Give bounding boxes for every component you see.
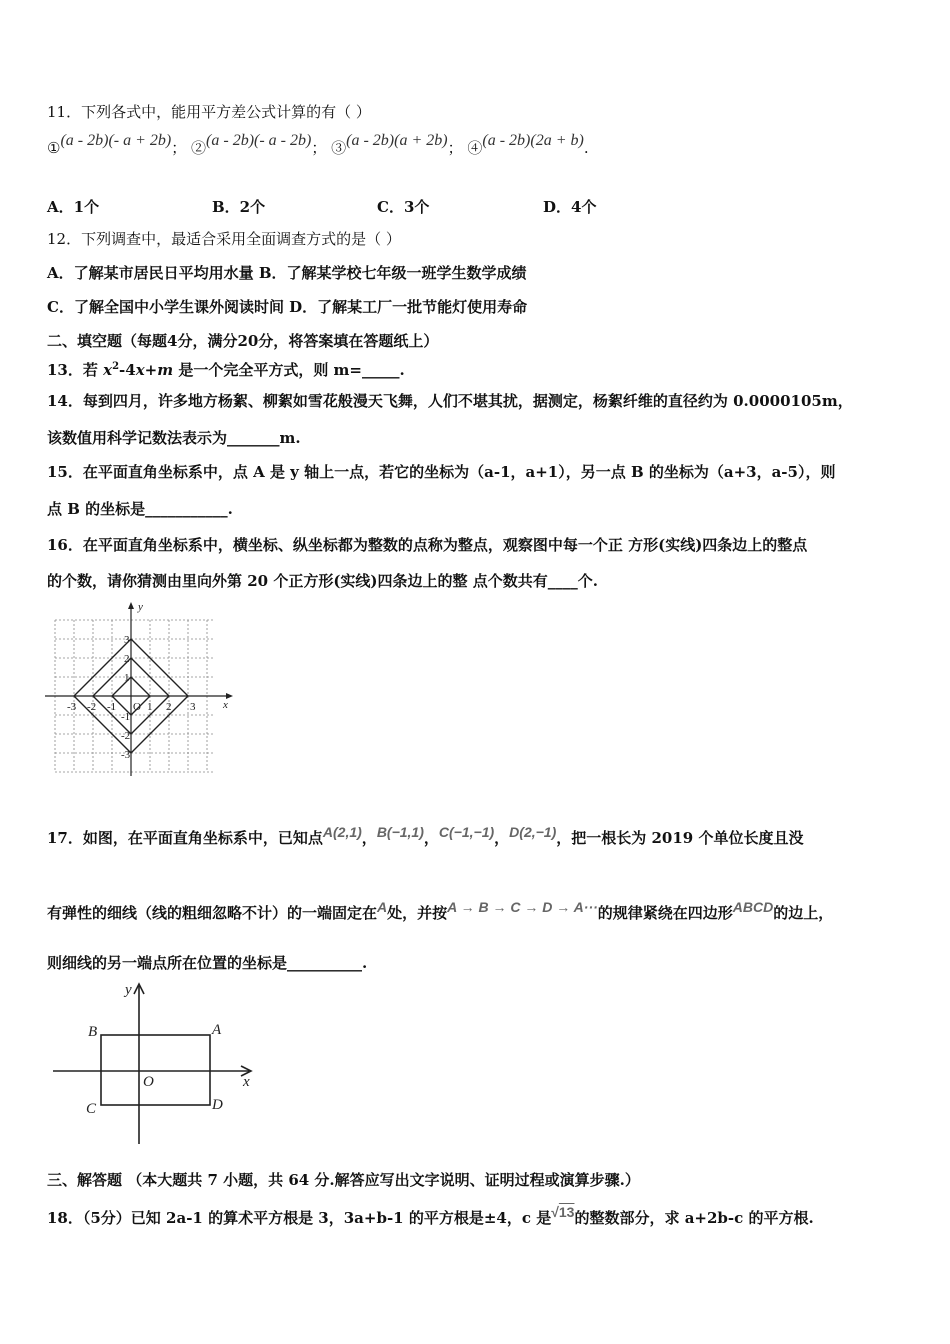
q17-comma: ， [361,829,377,847]
q17-line-2 [47,899,834,923]
fig16-ytick: 3 [124,634,130,646]
q17-point-b: B(−1,1) [376,824,424,840]
q15-line-2: 点 B 的坐标是___________. [47,500,233,518]
q11-item-1-num: ① [47,139,61,157]
q13-mid: -4 [119,361,136,379]
fig17-labels [86,982,250,1117]
fig16-xtick: 3 [190,701,196,713]
q13-x2: x [135,361,145,379]
q17-line2-mid2: 的规律紧绕在四边形 [597,904,733,922]
sqrt-icon: √ [551,1204,559,1220]
fig16-xtick: -3 [67,701,77,713]
q18-sqrt [551,1204,574,1220]
q12-options-cd: C．了解全国中小学生课外阅读时间 D．了解某工厂一批节能灯使用寿命 [47,298,528,316]
q11-sep: ； [447,139,463,157]
axes [45,606,229,776]
q11-option-a: A．1个 [47,198,100,216]
q11-item-2-expr: (a - 2b)(- a - 2b) [206,132,312,149]
q13-m: m [157,361,174,379]
q15-line-1: 15．在平面直角坐标系中，点 A 是 y 轴上一点，若它的坐标为（a-1，a+1），另一点 B 的坐标为（a+3，a-5），则 [47,463,836,481]
q16-figure [45,600,240,778]
q11-item-4-expr: (a - 2b)(2a + b) [482,132,584,149]
q12-options-ab: A．了解某市居民日平均用水量 B．了解某学校七年级一班学生数学成绩 [47,264,527,282]
fig16-ytick: -3 [121,749,131,761]
fig17-y: y [125,982,132,998]
q17-point-a: A(2,1) [322,824,362,840]
q16-line-2: 的个数，请你猜测由里向外第 20 个正方形(实线)四条边上的整 点个数共有____个. [47,572,598,590]
fig16-origin: O [133,701,141,713]
q11-item-2-num: ② [191,139,207,157]
q17-abcd: ABCD [732,899,774,915]
fig16-xtick: -2 [87,701,97,713]
q17-line1-post: ，把一根长为 2019 个单位长度且没 [556,829,804,847]
axis-arrow-y [128,602,134,609]
q13 [47,357,405,380]
section-2-heading: 二、填空题（每题4分，满分20分，将答案填在答题纸上） [47,332,439,350]
fig16-xtick: -1 [107,701,117,713]
fig16-ytick: -2 [121,730,131,742]
fig16-xtick: 1 [147,701,153,713]
q13-plus: + [144,361,158,379]
fig17-a: A [212,1022,222,1038]
q17-line2-pre: 有弹性的细线（线的粗细忽略不计）的一端固定在 [47,904,378,922]
q13-x: x [103,361,113,379]
fig16-axis-y: y [138,601,143,613]
q17-path: A → B → C → D → A··· [447,899,598,915]
q11-items [47,132,589,159]
q11-item-1-expr: (a - 2b)(- a + 2b) [60,132,172,149]
q17-line2-post: 的边上， [773,904,834,922]
fig16-axis-x: x [223,699,228,711]
fig17-b: B [88,1024,98,1040]
q17-comma: ， [423,829,439,847]
fig16-ytick: -1 [121,711,131,723]
q17-line-1 [47,824,804,848]
q13-pre: 13．若 [47,361,104,379]
quadrilateral-abcd [101,1035,210,1105]
fig16-ytick: 1 [124,672,130,684]
q11-sep: ； [171,139,187,157]
q17-point-c: C(−1,−1) [438,824,495,840]
q16-line-1: 16．在平面直角坐标系中，横坐标、纵坐标都为整数的点称为整点，观察图中每一个正 方形(实线)四条边上的整点 [47,536,808,554]
section-3-heading: 三、解答题 （本大题共 7 小题，共 64 分.解答应写出文字说明、证明过程或演算步骤.） [47,1171,640,1189]
q11-option-d: D．4个 [543,198,597,216]
q17-comma: ， [494,829,510,847]
q14-line-1: 14．每到四月，许多地方杨絮、柳絮如雪花般漫天飞舞，人们不堪其扰，据测定，杨絮纤维的直径约为 0.0000105m， [47,392,853,410]
fig16-ytick: 2 [124,653,130,665]
q11-sep: . [583,139,589,157]
fig16-xtick: 2 [166,701,172,713]
q14-line-2: 该数值用科学记数法表示为_______m. [47,429,301,447]
q18-post: 的整数部分，求 a+2b-c 的平方根. [574,1209,814,1227]
fig17-d: D [212,1097,223,1113]
q18-sqrt-value: 13 [558,1204,575,1220]
q11-option-c: C．3个 [377,198,430,216]
q11-sep: ； [311,139,327,157]
q17-point-d: D(2,−1) [509,824,557,840]
q12-stem: 12．下列调查中，最适合采用全面调查方式的是（ ） [47,230,401,248]
q11-item-4-num: ④ [467,139,483,157]
q17-figure [45,978,265,1148]
fig17-o: O [143,1074,154,1090]
q17-line1-pre: 17．如图，在平面直角坐标系中，已知点 [47,829,323,847]
q13-exp: 2 [112,361,120,372]
q11-item-3-expr: (a - 2b)(a + 2b) [346,132,448,149]
fig17-x: x [243,1074,250,1090]
fig17-c: C [86,1101,97,1117]
q11-option-b: B．2个 [212,198,266,216]
q18-pre: 18．（5分）已知 2a-1 的算术平方根是 3，3a+b-1 的平方根是±4，c 是 [47,1209,552,1227]
q18 [47,1204,814,1228]
q11-stem: 11．下列各式中，能用平方差公式计算的有（ ） [47,103,371,121]
q17-line-3: 则细线的另一端点所在位置的坐标是__________. [47,954,368,972]
q17-point-a-ref: A [377,899,388,915]
q17-line2-mid: 处，并按 [387,904,448,922]
q11-item-3-num: ③ [331,139,347,157]
q13-post: 是一个完全平方式，则 m=_____. [173,361,405,379]
